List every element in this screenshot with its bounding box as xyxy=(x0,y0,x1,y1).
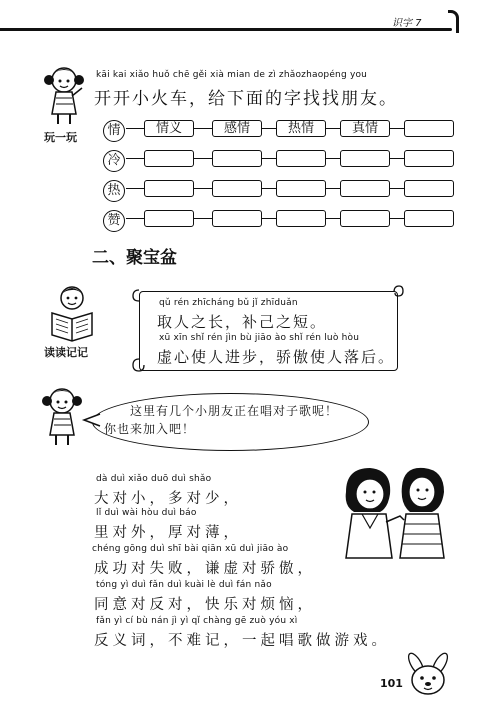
proverb-text: 虚心使人进步，骄傲使人落后。 xyxy=(157,348,396,366)
bubble-line-2: 你也来加入吧！ xyxy=(104,422,196,436)
chain-box[interactable] xyxy=(340,150,390,167)
chain-link xyxy=(194,218,212,219)
chain-box[interactable] xyxy=(144,210,194,227)
chain-link xyxy=(390,218,404,219)
chain-box[interactable] xyxy=(212,210,262,227)
poem-line: 成功对失败，谦虚对骄傲， xyxy=(94,561,316,577)
poem-line: 反义词，不难记，一起唱歌做游戏。 xyxy=(94,633,390,649)
chain-link xyxy=(262,128,276,129)
running-header: 识字 7 xyxy=(392,18,422,29)
two-children-illustration-icon xyxy=(340,462,450,562)
chain-box[interactable] xyxy=(404,180,454,197)
chain-link xyxy=(390,158,404,159)
chain-link xyxy=(390,128,404,129)
chain-box[interactable] xyxy=(144,150,194,167)
header-rule-end xyxy=(448,10,459,33)
chain-link xyxy=(194,158,212,159)
chain-box[interactable]: 真情 xyxy=(340,120,390,137)
chain-link xyxy=(126,158,144,159)
bubble-line-1: 这里有几个小朋友正在唱对子歌呢！ xyxy=(130,404,339,418)
speech-bubble-tail xyxy=(82,412,102,428)
poem-line: 里对外，厚对薄， xyxy=(94,525,242,541)
chain-box[interactable] xyxy=(404,120,454,137)
scroll-curl-right-icon xyxy=(390,284,404,304)
chain-link xyxy=(262,188,276,189)
girl-speaking-illustration-icon xyxy=(40,383,84,449)
poem-pinyin: lǐ duì wài hòu duì báo xyxy=(96,508,197,518)
chain-box[interactable]: 感情 xyxy=(212,120,262,137)
chain-link xyxy=(126,128,144,129)
chain-box[interactable]: 情义 xyxy=(144,120,194,137)
section-label-play: 玩一玩 xyxy=(44,131,77,144)
poem-pinyin: dà duì xiǎo duō duì shǎo xyxy=(96,474,212,484)
section-title-treasure: 二、聚宝盆 xyxy=(92,248,177,268)
page-number: 101 xyxy=(380,677,403,690)
rabbit-illustration-icon xyxy=(404,652,454,698)
header-rule xyxy=(0,28,452,31)
chain-box[interactable] xyxy=(276,150,326,167)
girl-illustration-icon xyxy=(42,62,86,128)
poem-pinyin: chéng gōng duì shī bài qiān xū duì jiāo ào xyxy=(92,544,289,554)
chain-link xyxy=(326,128,340,129)
instruction-pinyin: kāi kai xiǎo huǒ chē gěi xià mian de zì zhǎozhaopéng you xyxy=(96,70,368,80)
chain-link xyxy=(194,128,212,129)
chain-box[interactable] xyxy=(212,180,262,197)
chain-link xyxy=(326,158,340,159)
chain-box[interactable] xyxy=(340,210,390,227)
chain-box[interactable] xyxy=(404,210,454,227)
proverb-text: 取人之长，补己之短。 xyxy=(157,313,328,331)
chain-box[interactable] xyxy=(144,180,194,197)
chain-box[interactable] xyxy=(276,210,326,227)
chain-start-char: 冷 xyxy=(103,150,125,172)
scroll-curl-left-icon xyxy=(132,287,146,373)
chain-link xyxy=(326,218,340,219)
instruction-text: 开开小火车，给下面的字找找朋友。 xyxy=(94,89,398,109)
poem-line: 同意对反对，快乐对烦恼， xyxy=(94,597,316,613)
poem-line: 大对小，多对少， xyxy=(94,491,242,507)
proverb-pinyin: xū xīn shǐ rén jìn bù jiāo ào shǐ rén luò hòu xyxy=(159,333,360,343)
chain-link xyxy=(326,188,340,189)
chain-link xyxy=(262,218,276,219)
chain-link xyxy=(126,218,144,219)
chain-start-char: 赞 xyxy=(103,210,125,232)
chain-box[interactable] xyxy=(276,180,326,197)
poem-pinyin: fǎn yì cí bù nán jì yì qǐ chàng gē zuò yóu xì xyxy=(96,616,298,626)
chain-start-char: 热 xyxy=(103,180,125,202)
chain-box[interactable]: 热情 xyxy=(276,120,326,137)
chain-link xyxy=(390,188,404,189)
chain-link xyxy=(126,188,144,189)
chain-link xyxy=(194,188,212,189)
proverb-pinyin: qǔ rén zhīcháng bǔ jǐ zhīduǎn xyxy=(159,298,298,308)
chain-link xyxy=(262,158,276,159)
chain-box[interactable] xyxy=(404,150,454,167)
reading-boy-illustration-icon xyxy=(48,283,96,341)
chain-box[interactable] xyxy=(340,180,390,197)
section-label-read: 读读记记 xyxy=(44,346,88,359)
chain-start-char: 情 xyxy=(103,120,125,142)
chain-box[interactable] xyxy=(212,150,262,167)
poem-pinyin: tóng yì duì fǎn duì kuài lè duì fán nǎo xyxy=(96,580,272,590)
